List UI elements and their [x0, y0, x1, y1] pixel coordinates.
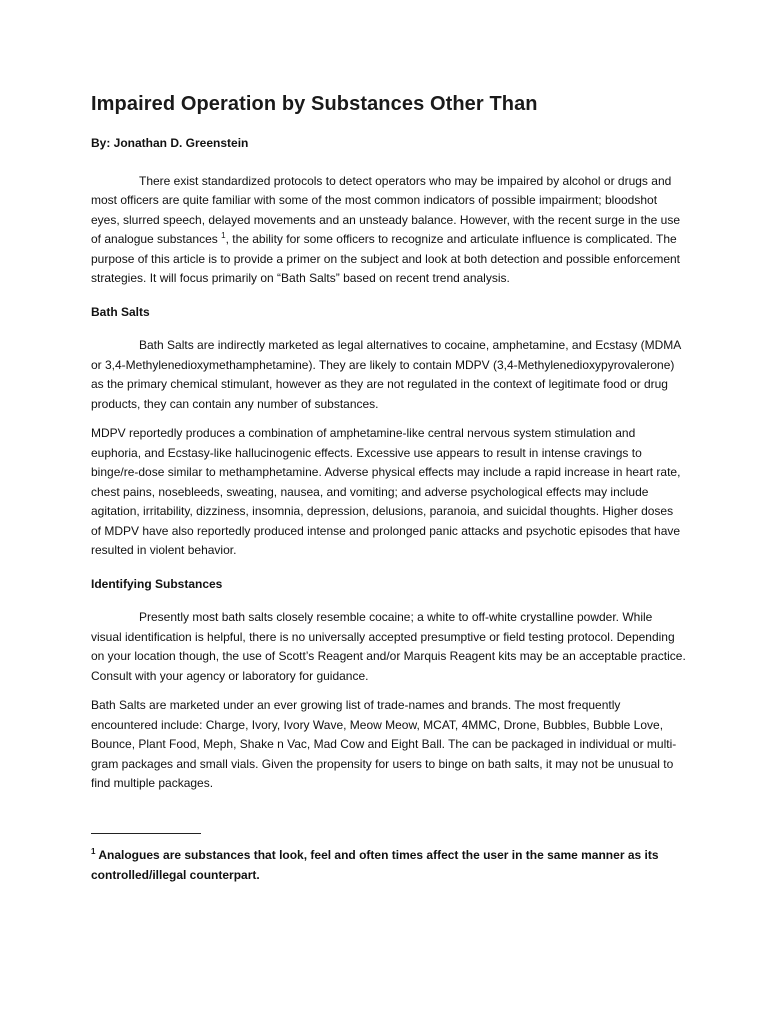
- identifying-paragraph-1: Presently most bath salts closely resemble cocaine; a white to off-white crystalline powder. While visual identification is helpful, there is no universally accepted presumptive or field testing protocol. Depending on your location though, the use of Scott’s Reagent and/or Marquis Reagent kits may be an acceptable practice. Consult with your agency or laboratory for guidance.: [91, 610, 686, 683]
- intro-paragraph: [91, 172, 686, 289]
- identifying-paragraph-2: Bath Salts are marketed under an ever growing list of trade-names and brands. The most frequently encountered include: Charge, Ivory, Ivory Wave, Meow Meow, MCAT, 4MMC, Drone, Bubbles, Bubble Love, Bounce, Plant Food, Meph, Shake n Vac, Mad Cow and Eight Ball. The can be packaged in individual or multi-gram packages and small vials. Given the propensity for users to binge on bath salts, it may not be unusual to find multiple packages.: [91, 698, 677, 790]
- section-heading-identifying-substances: Identifying Substances: [91, 576, 223, 591]
- intro-text-after-ref: , the ability for some officers to recognize and articulate influence is complicated. The purpose of this article is to provide a primer on the subject and look at both detection and possible enforcement strategies. It will focus primarily on “Bath Salts” based on recent trend analysis.: [91, 232, 681, 285]
- footnote-text: Analogues are substances that look, feel and often times affect the user in the same manner as its controlled/illegal counterpart.: [91, 848, 659, 882]
- footnote: [91, 845, 686, 885]
- document-title: Impaired Operation by Substances Other Than: [91, 93, 538, 115]
- author-line: By: Jonathan D. Greenstein: [91, 136, 249, 150]
- intro-text-before-ref: There exist standardized protocols to detect operators who may be impaired by alcohol or drugs and most officers are quite familiar with some of the most common indicators of possible impairment; bloodshot eyes, slurred speech, delayed movements and an unsteady balance. However, with the recent surge in the use of analogue substances: [91, 173, 681, 246]
- bath-salts-paragraph-2: MDPV reportedly produces a combination of amphetamine-like central nervous system stimulation and euphoria, and Ecstasy-like hallucinogenic effects. Excessive use appears to result in intense cravings to binge/re-dose similar to methamphetamine. Adverse physical effects may include a rapid increase in heart rate, chest pains, nosebleeds, sweating, nausea, and vomiting; and adverse psychological effects may include agitation, irritability, dizziness, insomnia, depression, delusions, paranoia, and suicidal thoughts. Higher doses of MDPV have also reportedly produced intense and prolonged panic attacks and psychotic episodes that have resulted in violent behavior.: [91, 426, 681, 557]
- footnote-number: 1: [91, 847, 96, 856]
- bath-salts-paragraph-1: Bath Salts are indirectly marketed as legal alternatives to cocaine, amphetamine, and Ecstasy (MDMA or 3,4-Methylenedioxymethamphetamine). They are likely to contain MDPV (3,4-Methylenedioxypyrovalerone) as the primary chemical stimulant, however as they are not regulated in the context of legitimate food or drug products, they can contain any number of substances.: [91, 338, 681, 411]
- section-heading-bath-salts: Bath Salts: [91, 304, 150, 319]
- footnote-separator: [91, 833, 201, 834]
- footnote-reference[interactable]: 1: [221, 231, 226, 240]
- document-body: [91, 90, 686, 794]
